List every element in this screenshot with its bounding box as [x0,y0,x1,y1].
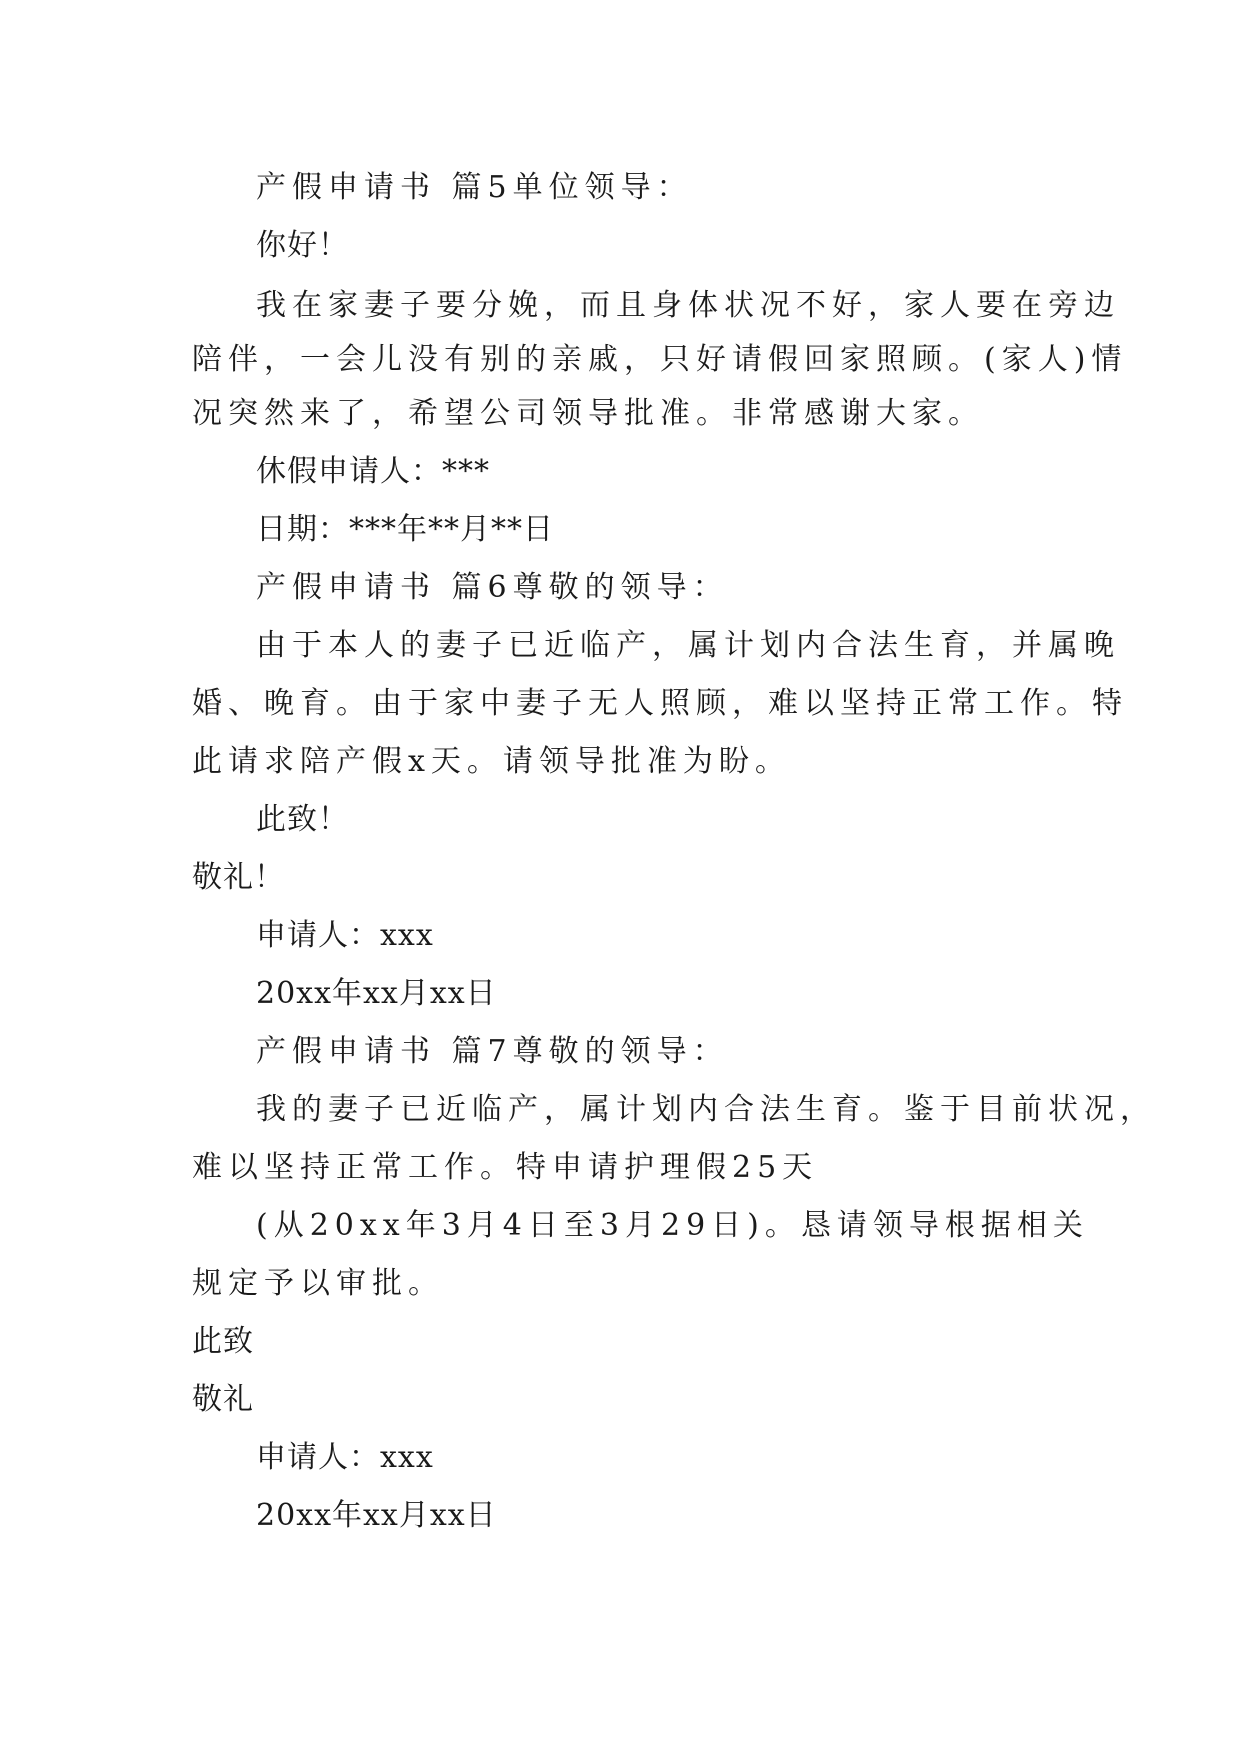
body-paragraph-line: 规定予以审批。 [192,1266,444,1301]
salutation-line: 敬礼！ [192,860,285,895]
applicant-line: 申请人：xxx [256,918,434,953]
greeting: 你好！ [256,228,349,263]
date-line: 20xx年xx月xx日 [256,976,497,1011]
body-paragraph-line: 陪伴，一会儿没有别的亲戚，只好请假回家照顾。(家人)情 [192,342,1128,377]
closing-line: 此致 [192,1324,254,1359]
body-paragraph-line: 我的妻子已近临产，属计划内合法生育。鉴于目前状况， [256,1092,1156,1127]
section-5-heading: 产假申请书 篇5单位领导： [256,170,693,205]
section-6-heading: 产假申请书 篇6尊敬的领导： [256,570,729,605]
body-paragraph-line: 此请求陪产假x天。请领导批准为盼。 [192,744,791,779]
applicant-line: 申请人：xxx [256,1440,434,1475]
body-paragraph-line: 难以坚持正常工作。特申请护理假25天 [192,1150,819,1185]
date-line: 20xx年xx月xx日 [256,1498,497,1533]
section-7-heading: 产假申请书 篇7尊敬的领导： [256,1034,729,1069]
date-line: 日期：***年**月**日 [256,512,554,547]
closing-line: 此致！ [256,802,349,837]
body-paragraph-line: 我在家妻子要分娩，而且身体状况不好，家人要在旁边 [256,288,1120,323]
body-paragraph-line: 婚、晚育。由于家中妻子无人照顾，难以坚持正常工作。特 [192,686,1128,721]
salutation-line: 敬礼 [192,1382,254,1417]
applicant-line: 休假申请人：*** [256,454,490,489]
body-paragraph-line: 况突然来了，希望公司领导批准。非常感谢大家。 [192,396,984,431]
body-paragraph-line: 由于本人的妻子已近临产，属计划内合法生育，并属晚 [256,628,1120,663]
body-paragraph-line: (从20xx年3月4日至3月29日)。恳请领导根据相关 [256,1208,1089,1243]
